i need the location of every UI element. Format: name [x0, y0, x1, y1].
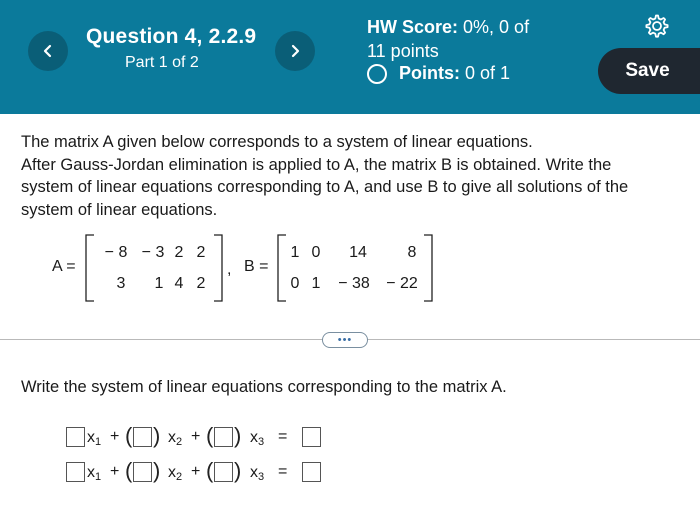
right-paren: ): [234, 423, 242, 448]
problem-statement: [21, 131, 691, 221]
coefficient-x2-input[interactable]: [133, 427, 152, 447]
plus-sign: +: [191, 463, 201, 480]
variable-x1: $x_1$: [87, 464, 102, 483]
question-title: Question 4, 2.2.9: [86, 25, 257, 48]
variable-x2: $x_2$: [168, 464, 183, 483]
right-paren: ): [153, 458, 161, 483]
matrix-a-cell: 2: [196, 244, 206, 261]
problem-line: system of linear equations corresponding to A, and use B to give all solutions of the: [21, 178, 629, 196]
problem-line: The matrix A given below corresponds to a system of linear equations.: [21, 133, 533, 151]
coefficient-x1-input[interactable]: [66, 427, 85, 447]
left-paren: (: [206, 458, 214, 483]
matrix-a-left-bracket: [84, 234, 96, 302]
header-bar: [0, 0, 700, 114]
constant-input[interactable]: [302, 427, 321, 447]
plus-sign: +: [191, 428, 201, 445]
matrix-b-cell: 0: [290, 275, 300, 292]
gear-icon[interactable]: [643, 12, 671, 40]
hw-score-label: HW Score:: [367, 17, 459, 37]
circle-icon: [367, 64, 387, 84]
right-paren: ): [153, 423, 161, 448]
more-options-button[interactable]: •••: [322, 332, 368, 348]
left-paren: (: [206, 423, 214, 448]
matrix-b-cell: 1: [290, 244, 300, 261]
matrix-separator: ,: [227, 261, 232, 278]
save-button[interactable]: Save: [598, 48, 700, 94]
equals-sign: =: [278, 463, 288, 480]
matrix-b-cell: − 38: [338, 275, 370, 292]
left-paren: (: [125, 458, 133, 483]
problem-line: After Gauss-Jordan elimination is applied to A, the matrix B is obtained. Write the: [21, 155, 612, 174]
matrix-a-cell: 1: [154, 275, 164, 292]
variable-x1: $x_1$: [87, 429, 102, 448]
points-status: [367, 63, 510, 84]
hw-score-value: 0%, 0 of: [463, 17, 530, 37]
matrix-a-cell: 4: [174, 275, 184, 292]
matrix-b-cell: 14: [349, 244, 367, 261]
instruction-text: Write the system of linear equations corresponding to the matrix A.: [21, 378, 507, 396]
constant-input[interactable]: [302, 462, 321, 482]
matrix-a-cell: 3: [116, 275, 126, 292]
coefficient-x2-input[interactable]: [133, 462, 152, 482]
coefficient-x3-input[interactable]: [214, 462, 233, 482]
points-label: Points:: [399, 63, 460, 83]
points-value: 0 of 1: [465, 63, 511, 83]
right-paren: ): [234, 458, 242, 483]
equals-sign: =: [278, 428, 288, 445]
matrix-a-right-bracket: [212, 234, 224, 302]
matrix-a-label: A =: [52, 258, 76, 275]
matrix-b-label: B =: [244, 258, 269, 275]
plus-sign: +: [110, 428, 120, 445]
matrix-a-cell: 2: [196, 275, 206, 292]
question-part: Part 1 of 2: [125, 54, 199, 71]
chevron-right-icon: [288, 44, 302, 58]
matrix-b-cell: 0: [311, 244, 321, 261]
matrix-b-right-bracket: [422, 234, 434, 302]
hw-score-total: 11 points: [367, 41, 439, 61]
matrix-b-cell: 8: [407, 244, 417, 261]
matrix-b-left-bracket: [276, 234, 288, 302]
coefficient-x1-input[interactable]: [66, 462, 85, 482]
previous-question-button[interactable]: [28, 31, 68, 71]
matrices: [0, 228, 700, 308]
matrix-b-cell: − 22: [386, 275, 418, 292]
variable-x3: $x_3$: [250, 429, 265, 448]
equation-row-2: [66, 458, 336, 488]
problem-line: system of linear equations.: [21, 200, 218, 219]
matrix-b-cell: 1: [311, 275, 321, 292]
matrix-a-cell: − 3: [141, 244, 165, 261]
variable-x3: $x_3$: [250, 464, 265, 483]
chevron-left-icon: [41, 44, 55, 58]
left-paren: (: [125, 423, 133, 448]
matrix-a-cell: 2: [174, 244, 184, 261]
matrix-a-cell: − 8: [104, 244, 128, 261]
coefficient-x3-input[interactable]: [214, 427, 233, 447]
equation-row-1: [66, 423, 336, 453]
hw-score: [367, 15, 529, 63]
next-question-button[interactable]: [275, 31, 315, 71]
variable-x2: $x_2$: [168, 429, 183, 448]
plus-sign: +: [110, 463, 120, 480]
